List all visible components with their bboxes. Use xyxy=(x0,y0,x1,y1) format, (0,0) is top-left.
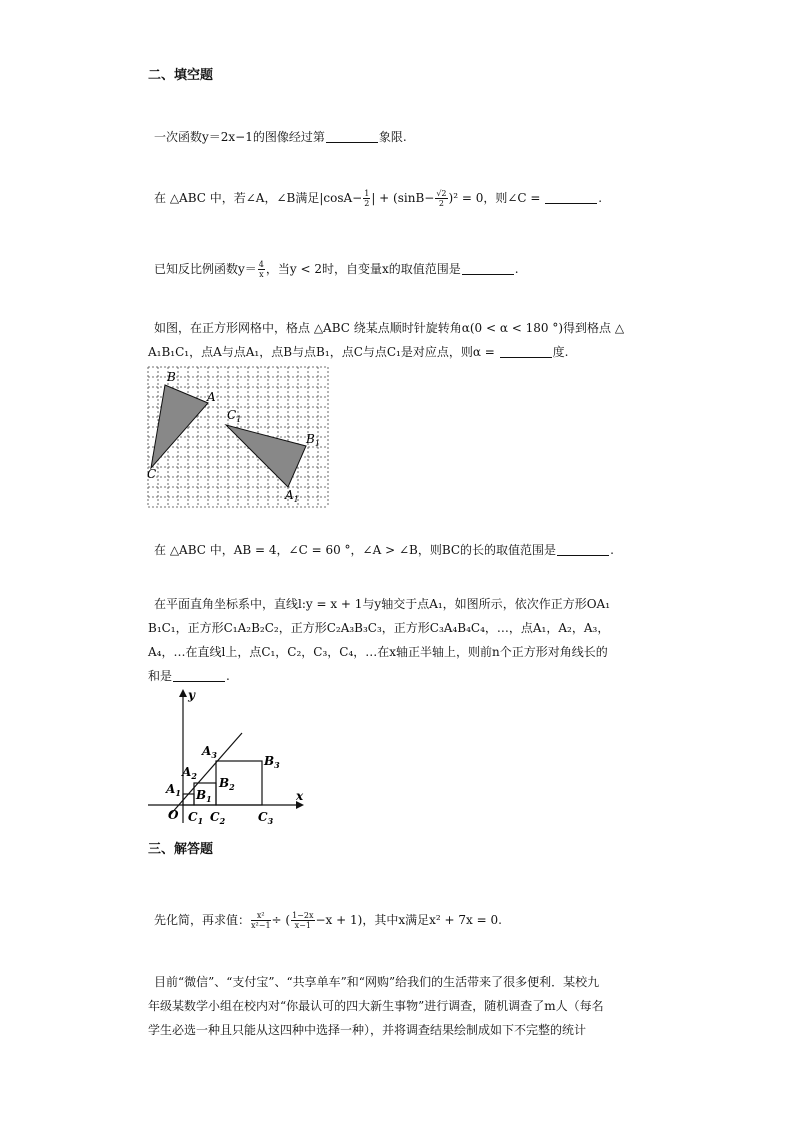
q4-line1: 如图，在正方形网格中，格点 △ABC 绕某点顺时针旋转角α(0 < α < 180 °)得到格点 △ xyxy=(154,321,625,335)
rotation-grid-figure xyxy=(147,366,329,508)
q3-suffix: . xyxy=(514,262,519,276)
q7-mid: −x + 1)，其中x满足x² + 7x = 0. xyxy=(315,913,502,927)
q1-text: 一次函数y＝2x−1的图像经过第 xyxy=(154,130,325,144)
question-6 xyxy=(148,592,674,688)
q2-text: 在 △ABC 中，若∠A，∠B满足|cosA− xyxy=(154,191,363,205)
label-c1: $C_1$ xyxy=(188,810,204,826)
q4-line2: A₁B₁C₁，点A与点A₁，点B与点B₁，点C与点C₁是对应点，则α = xyxy=(148,345,499,359)
fraction-4-over-x xyxy=(258,260,265,279)
y-axis-arrow xyxy=(179,689,187,697)
triangle-abc xyxy=(151,385,208,468)
frac-den: 2 xyxy=(364,199,370,208)
answer-blank[interactable] xyxy=(545,189,597,204)
q6-suffix: . xyxy=(226,669,230,683)
frac-den: 2 xyxy=(438,199,444,208)
label-y: y xyxy=(188,688,195,702)
frac-num: 1−2x xyxy=(292,911,314,920)
question-4 xyxy=(148,316,674,364)
q8-line1: 目前“微信”、“支付宝”、“共享单车”和“网购”给我们的生活带来了很多便利．某校九 xyxy=(154,975,600,989)
question-1 xyxy=(154,125,674,149)
q2-mid: | + (sinB− xyxy=(371,191,435,205)
frac-den: x xyxy=(259,270,264,279)
label-a2: $A_2$ xyxy=(182,765,197,781)
label-x: x xyxy=(296,789,304,803)
frac-num: x² xyxy=(251,911,271,921)
answer-blank[interactable] xyxy=(173,667,225,682)
answer-blank[interactable] xyxy=(326,128,378,143)
label-b2: $B_2$ xyxy=(219,776,235,792)
question-5 xyxy=(154,538,674,562)
label-c2: $C_2$ xyxy=(210,810,226,826)
question-3 xyxy=(154,257,674,281)
q7-text: 先化简，再求值： xyxy=(154,913,251,927)
q3-text: 已知反比例函数y＝ xyxy=(154,262,257,276)
q8-line2: 年级某数学小组在校内对“你最认可的四大新生事物”进行调查，随机调查了m人（每名 xyxy=(148,999,604,1013)
question-7 xyxy=(154,908,674,932)
q6-line2: B₁C₁，正方形C₁A₂B₂C₂，正方形C₂A₃B₃C₃，正方形C₃A₄B₄C₄，…，点A₁，A₂，A₃， xyxy=(148,621,610,635)
fraction-x2-over-x2-1 xyxy=(251,911,271,930)
q8-line3: 学生必选一种且只能从这四种中选择一种），并将调查结果绘制成如下不完整的统计 xyxy=(148,1023,587,1037)
q5-suffix: . xyxy=(610,543,614,557)
frac-num: 1 xyxy=(364,189,370,198)
q6-line1: 在平面直角坐标系中，直线l:y = x + 1与y轴交于点A₁，如图所示，依次作正方形OA₁ xyxy=(154,597,611,611)
frac-num: √2 xyxy=(436,189,447,198)
q7-op: ÷ ( xyxy=(271,913,291,927)
answer-blank[interactable] xyxy=(500,343,552,358)
label-a1: $A_1$ xyxy=(166,782,181,798)
squares-coordinate-figure xyxy=(146,687,316,827)
fraction-root2-half xyxy=(435,189,447,208)
q3-mid: ，当y < 2时，自变量x的取值范围是 xyxy=(265,262,461,276)
q1-suffix: 象限. xyxy=(378,130,407,144)
label-b1: $B_1$ xyxy=(306,432,320,448)
section-2-title: 二、填空题 xyxy=(148,68,214,83)
fraction-half xyxy=(363,189,370,208)
frac-den: x−1 xyxy=(294,921,311,930)
question-8 xyxy=(148,970,674,1042)
q5-text: 在 △ABC 中，AB = 4，∠C = 60 °，∠A > ∠B，则BC的长的取值范围是 xyxy=(154,543,557,557)
label-o: O xyxy=(168,808,179,822)
label-a: A xyxy=(207,390,216,404)
section-3-title: 三、解答题 xyxy=(148,842,214,857)
question-2 xyxy=(154,186,674,210)
label-c1: $C_1$ xyxy=(227,408,242,424)
label-c: C xyxy=(147,467,157,481)
label-b3: $B_3$ xyxy=(264,754,280,770)
label-c3: $C_3$ xyxy=(258,810,274,826)
frac-num: 4 xyxy=(258,260,264,269)
q2-mid2: )² = 0，则∠C = xyxy=(448,191,545,205)
q6-line3: A₄，…在直线l上，点C₁，C₂，C₃，C₄，…在x轴正半轴上，则前n个正方形对角线长的 xyxy=(148,645,608,659)
square-1 xyxy=(183,794,194,805)
label-b: B xyxy=(167,370,176,384)
fraction-1-2x-over-x-1 xyxy=(291,911,314,930)
label-a3: $A_3$ xyxy=(202,744,217,760)
label-a1: $A_1$ xyxy=(285,488,299,504)
answer-blank[interactable] xyxy=(462,260,514,275)
frac-den: x²−1 xyxy=(251,921,271,930)
q6-line4: 和是 xyxy=(148,669,173,683)
q4-suffix: 度. xyxy=(552,345,569,359)
q2-suffix: . xyxy=(598,191,603,205)
answer-blank[interactable] xyxy=(557,541,609,556)
label-b1: $B_1$ xyxy=(196,788,212,804)
